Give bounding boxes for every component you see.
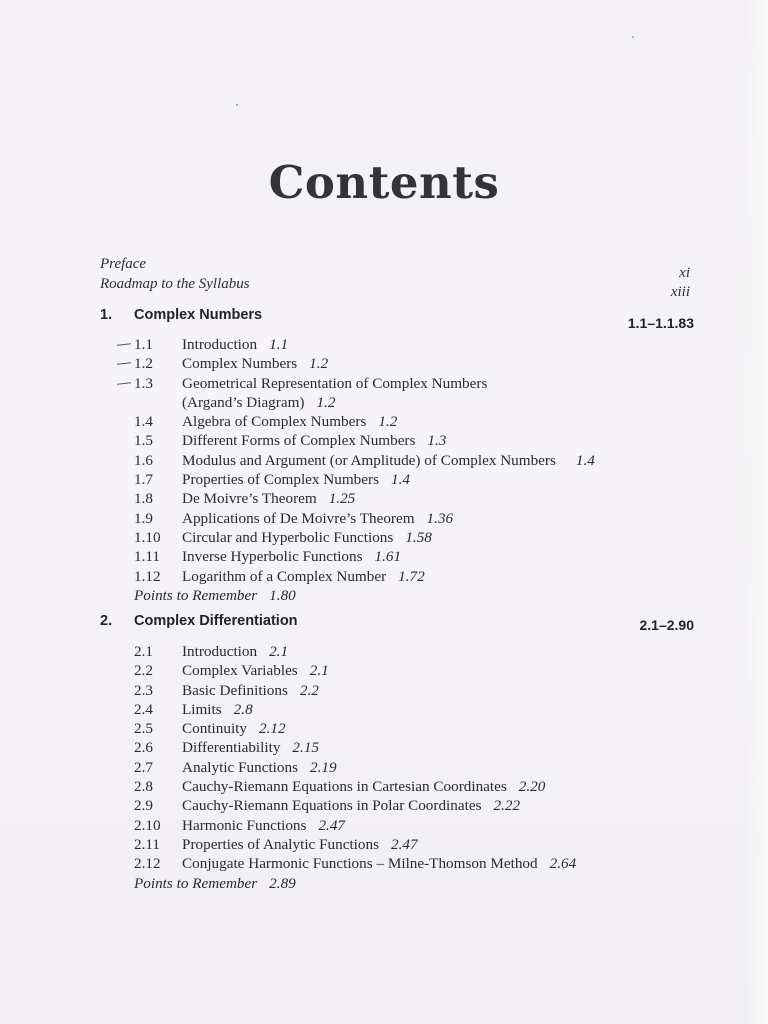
front-matter-preface: Preface xyxy=(100,256,147,272)
front-matter-roadmap-page: xiii xyxy=(670,284,690,300)
pen-tick-mark xyxy=(117,363,131,365)
toc-entry: 1.7 Properties of Complex Numbers 1.4 xyxy=(134,471,410,489)
toc-entry: 1.10 Circular and Hyperbolic Functions 1.58 xyxy=(134,528,432,546)
toc-entry-continuation: (Argand’s Diagram) 1.2 xyxy=(182,393,336,411)
toc-entry: 2.8 Cauchy-Riemann Equations in Cartesian Coordinates 2.20 xyxy=(134,778,546,796)
chapter-title: Complex Differentiation xyxy=(134,613,298,629)
chapter-page-range: 2.1–2.90 xyxy=(639,617,694,633)
page-edge xyxy=(746,0,768,1024)
toc-entry: 2.1 Introduction 2.1 xyxy=(134,643,289,660)
front-matter-roadmap: Roadmap to the Syllabus xyxy=(100,276,250,292)
chapter-number: 2. xyxy=(100,613,113,629)
toc-entry: 1.6 Modulus and Argument (or Amplitude) of Complex Numbers 1.4 xyxy=(134,451,595,469)
points-to-remember: Points to Remember 2.89 xyxy=(134,874,296,892)
toc-entry: 1.4 Algebra of Complex Numbers 1.2 xyxy=(134,413,398,431)
toc-entry: 2.4 Limits 2.8 xyxy=(134,700,253,718)
toc-entry: 1.8 De Moivre’s Theorem 1.25 xyxy=(134,490,356,508)
toc-entry: 2.5 Continuity 2.12 xyxy=(134,720,286,738)
chapter-1-section-list xyxy=(134,335,595,605)
toc-entry: 1.5 Different Forms of Complex Numbers 1.3 xyxy=(134,432,447,450)
toc-entry: 1.9 Applications of De Moivre’s Theorem 1.36 xyxy=(134,509,454,527)
page-title: Contents xyxy=(268,156,500,209)
toc-entry: 2.9 Cauchy-Riemann Equations in Polar Coordinates 2.22 xyxy=(134,797,521,815)
chapter-number: 1. xyxy=(100,307,113,323)
toc-entry: 1.3 Geometrical Representation of Complex Numbers xyxy=(134,374,595,393)
toc-entry: 2.6 Differentiability 2.15 xyxy=(134,739,319,757)
chapter-page-range: 1.1–1.1.83 xyxy=(627,315,694,331)
pen-tick-mark xyxy=(117,343,131,345)
toc-entry: 2.2 Complex Variables 2.1 xyxy=(134,662,329,680)
toc-entry: 1.1 Introduction 1.1 xyxy=(134,335,595,354)
toc-entry: 2.12 Conjugate Harmonic Functions – Milne-Thomson Method 2.64 xyxy=(134,855,577,873)
scan-speck xyxy=(632,36,634,38)
front-matter-preface-page: xi xyxy=(679,265,690,281)
chapter-1-heading xyxy=(100,307,694,331)
toc-entry: 1.2 Complex Numbers 1.2 xyxy=(134,354,595,373)
chapter-title: Complex Numbers xyxy=(134,307,263,323)
points-to-remember: Points to Remember 1.80 xyxy=(134,586,296,604)
toc-entry: 1.12 Logarithm of a Complex Number 1.72 xyxy=(134,567,425,585)
toc-entry: 2.7 Analytic Functions 2.19 xyxy=(134,758,337,776)
pen-tick-mark xyxy=(117,382,131,384)
toc-entry: 1.11 Inverse Hyperbolic Functions 1.61 xyxy=(134,548,402,566)
toc-entry: 2.3 Basic Definitions 2.2 xyxy=(134,681,319,699)
chapter-2-heading xyxy=(100,613,694,633)
toc-entry: 2.11 Properties of Analytic Functions 2.47 xyxy=(134,835,418,853)
chapter-2-section-list xyxy=(134,642,576,893)
toc-entry: 2.10 Harmonic Functions 2.47 xyxy=(134,816,346,834)
scan-speck xyxy=(236,104,238,106)
